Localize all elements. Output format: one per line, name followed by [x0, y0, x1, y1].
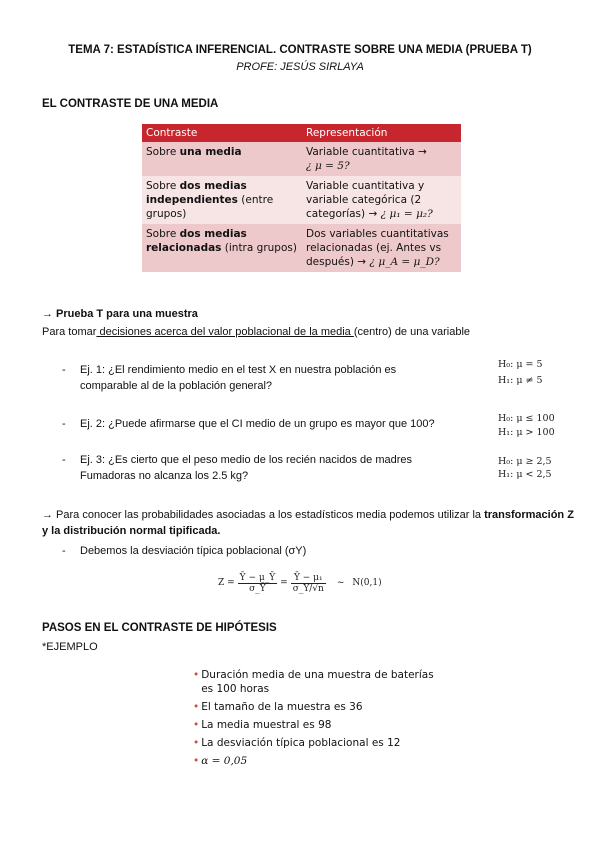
table-cell: [142, 176, 302, 224]
desviacion-bullet: Debemos la desviación típica poblacional (σY): [80, 545, 307, 557]
desc-text: Para tomar: [42, 326, 97, 338]
cell-text: Sobre: [146, 228, 180, 240]
formula-approx: ~: [336, 578, 345, 588]
table-cell: [142, 142, 302, 176]
bullet-dash: -: [62, 418, 66, 430]
z-formula: [218, 566, 382, 600]
formula-numerator: Ȳ − μ₁: [291, 573, 326, 584]
contrast-table: [142, 124, 461, 272]
cell-math: ¿ μ = 5?: [306, 160, 350, 172]
table-header-contraste: Contraste: [142, 124, 302, 142]
list-item-text: La desviación típica poblacional es 12: [201, 737, 401, 749]
list-item: [193, 700, 443, 714]
cell-text: (intra grupos): [221, 242, 297, 254]
bullet-dot-icon: •: [193, 737, 200, 749]
bullet-dot-icon: •: [193, 755, 200, 767]
example-3-h0: H₀: μ ≥ 2,5: [498, 456, 552, 467]
bullet-dash: -: [62, 454, 66, 466]
list-item-text: α = 0,05: [201, 755, 248, 767]
formula-numerator: Ȳ − μ_Ȳ: [239, 572, 276, 583]
bullet-dot-icon: •: [193, 669, 200, 681]
paragraph-text: → Para conocer las probabilidades asociadas a los estadísticos media podemos utilizar la: [42, 509, 485, 521]
table-row: [142, 224, 461, 272]
desc-text: (centro) de una variable: [353, 326, 471, 338]
table-cell: [302, 224, 461, 272]
list-item-text: La media muestral es 98: [201, 719, 332, 731]
document-title: TEMA 7: ESTADÍSTICA INFERENCIAL. CONTRASTE SOBRE UNA MEDIA (PRUEBA T): [68, 44, 532, 56]
example-1-h0: H₀: μ = 5: [498, 359, 543, 370]
cell-bold-text: dos medias relacionadas: [146, 228, 247, 254]
formula-fraction-2: [291, 573, 326, 594]
formula-denominator: σ_Ȳ: [249, 583, 266, 594]
cell-text: (entre grupos): [146, 194, 274, 220]
prueba-t-heading: → Prueba T para una muestra: [42, 308, 198, 320]
ejemplo-label: *EJEMPLO: [42, 641, 98, 653]
formula-distribution: N(0,1): [352, 578, 382, 588]
paragraph-bold-text: transformación Z y la distribución normal tipificada.: [42, 509, 574, 537]
example-1-h1: H₁: μ ≠ 5: [498, 375, 543, 386]
table-header-row: [142, 124, 461, 142]
example-2-h1: H₁: μ > 100: [498, 427, 555, 438]
list-item: [193, 754, 443, 768]
cell-bold-text: dos medias independientes: [146, 180, 247, 206]
cell-text: Dos variables cuantitativas relacionadas (ej. Antes vs después) →: [306, 228, 449, 268]
formula-fraction-1: [238, 573, 278, 594]
example-3-text: Ej. 3: ¿Es cierto que el peso medio de los recién nacidos de madres Fumadoras no alcanza los 2.5 kg?: [80, 454, 413, 482]
list-item: [193, 736, 443, 750]
cell-math: ¿ μ₁ = μ₂?: [380, 208, 433, 220]
formula-z: Z =: [218, 578, 235, 588]
table-header-representacion: Representación: [302, 124, 461, 142]
cell-bold-text: una media: [179, 146, 242, 158]
table-cell: [302, 142, 461, 176]
bullet-dot-icon: •: [193, 719, 200, 731]
table-row: [142, 142, 461, 176]
document-subtitle: PROFE: JESÚS SIRLAYA: [236, 61, 364, 73]
table-row: [142, 176, 461, 224]
probabilidades-paragraph: [42, 507, 582, 539]
bullet-dash: -: [62, 545, 66, 557]
cell-text: Variable cuantitativa →: [306, 146, 427, 158]
bullet-dot-icon: •: [193, 701, 200, 713]
list-item-text: Duración media de una muestra de baterías es 100 horas: [201, 669, 434, 695]
example-2-h0: H₀: μ ≤ 100: [498, 413, 555, 424]
formula-equals: =: [280, 578, 288, 588]
example-1-text: Ej. 1: ¿El rendimiento medio en el test X en nuestra población es comparable al de la población general?: [80, 364, 397, 392]
example-2-text: Ej. 2: ¿Puede afirmarse que el CI medio de un grupo es mayor que 100?: [80, 418, 435, 430]
cell-text: Sobre: [146, 146, 180, 158]
bullet-dash: -: [62, 364, 66, 376]
section-heading-contraste: EL CONTRASTE DE UNA MEDIA: [42, 98, 219, 110]
cell-math: ¿ μ_A = μ_D?: [369, 256, 440, 268]
cell-text: Sobre: [146, 180, 180, 192]
cell-text: Variable cuantitativa y variable categórica (2 categorías) →: [306, 180, 425, 220]
section-heading-pasos: PASOS EN EL CONTRASTE DE HIPÓTESIS: [42, 622, 277, 634]
table-cell: [302, 176, 461, 224]
list-item: [193, 668, 443, 696]
example-list: [193, 668, 443, 768]
list-item-text: El tamaño de la muestra es 36: [201, 701, 363, 713]
desc-underlined-text: decisiones acerca del valor poblacional de la media: [96, 326, 354, 338]
formula-denominator: σ_Y/√n: [292, 583, 324, 594]
prueba-t-description: [42, 324, 582, 340]
list-item: [193, 718, 443, 732]
example-3-h1: H₁: μ < 2,5: [498, 469, 552, 480]
table-cell: [142, 224, 302, 272]
